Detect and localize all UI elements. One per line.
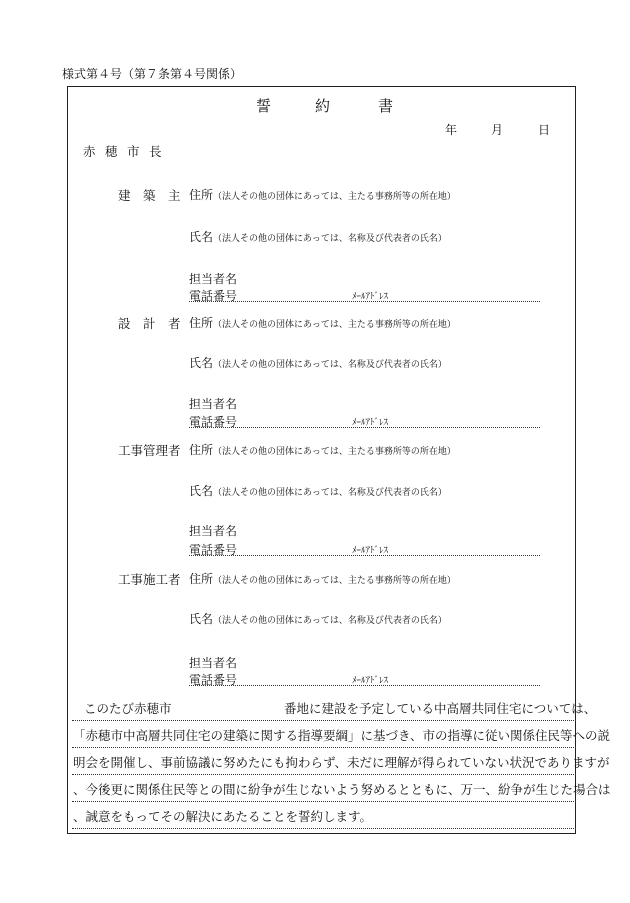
address-note: （法人その他の団体にあっては、主たる事務所等の所在地） <box>213 576 456 586</box>
name-label: 氏名 <box>189 484 214 498</box>
address-line <box>189 441 456 458</box>
contact-person-label: 担当者名 <box>189 397 238 411</box>
tel-label: 電話番号 <box>189 415 238 429</box>
pledge-line2: 「赤穂市中高層共同住宅の建築に関する指導要綱」に基づき、市の指導に従い関係住民等への説 <box>73 728 611 743</box>
name-label: 氏名 <box>189 230 214 244</box>
address-label: 住所 <box>189 443 214 457</box>
contact-person-label: 担当者名 <box>189 524 238 538</box>
address-line <box>189 186 456 203</box>
pledge-line <box>72 750 610 775</box>
contact-line <box>189 413 540 428</box>
party-role: 工事施工者 <box>118 572 181 587</box>
pledge-line1-start: このたび赤穂市 <box>84 701 172 716</box>
addressee-char: 市 <box>127 144 140 159</box>
pledge-line <box>72 777 611 802</box>
mail-label: ﾒｰﾙｱﾄﾞﾚｽ <box>352 418 389 428</box>
contact-line <box>189 671 540 686</box>
pledge-line5: 、誠意をもってその解決にあたることを誓約します。 <box>73 809 373 824</box>
mail-label: ﾒｰﾙｱﾄﾞﾚｽ <box>352 546 389 556</box>
contact-person-label: 担当者名 <box>189 272 238 286</box>
name-label: 氏名 <box>189 612 214 626</box>
tel-label: 電話番号 <box>189 673 238 687</box>
pledge-line3: 明会を開催し、事前協議に努めたにも拘わらず、未だに理解が得られていない状況でありますが <box>73 755 610 770</box>
contact-line <box>189 287 540 302</box>
address-label: 住所 <box>189 572 214 586</box>
pledge-line1-end: 番地に建設を予定している中高層共同住宅については、 <box>284 701 597 716</box>
name-note: （法人その他の団体にあっては、名称及び代表者の氏名） <box>213 360 447 370</box>
party-role: 設 計 者 <box>118 316 181 331</box>
party-role: 建 築 主 <box>118 188 181 203</box>
pledge-line <box>72 696 597 721</box>
contact-line <box>189 541 540 556</box>
name-line <box>189 228 447 245</box>
address-label: 住所 <box>189 188 214 202</box>
title-char-2: 約 <box>315 97 331 115</box>
pledge-line4: 、今後更に関係住民等との間に紛争が生じないよう努めるとともに、万一、紛争が生じた場合は <box>73 782 611 797</box>
name-label: 氏名 <box>189 356 214 370</box>
name-line <box>189 482 447 499</box>
mail-label: ﾒｰﾙｱﾄﾞﾚｽ <box>352 676 389 686</box>
address-note: （法人その他の団体にあっては、主たる事務所等の所在地） <box>213 320 456 330</box>
name-line <box>189 610 447 627</box>
pledge-line <box>72 723 611 748</box>
date-month: 月 <box>491 123 504 137</box>
name-note: （法人その他の団体にあっては、名称及び代表者の氏名） <box>213 234 447 244</box>
addressee-char: 穂 <box>105 144 118 159</box>
date-day: 日 <box>538 123 551 137</box>
addressee-char: 長 <box>149 144 162 159</box>
tel-label: 電話番号 <box>189 543 238 557</box>
contact-person-label: 担当者名 <box>189 656 238 670</box>
pledge-line <box>72 804 576 829</box>
address-line <box>189 314 456 331</box>
title-char-3: 書 <box>378 97 394 115</box>
date-year: 年 <box>445 123 458 137</box>
addressee-char: 赤 <box>83 144 96 159</box>
name-note: （法人その他の団体にあっては、名称及び代表者の氏名） <box>213 488 447 498</box>
form-caption: 様式第４号（第７条第４号関係） <box>62 67 243 81</box>
name-line <box>189 354 447 371</box>
tel-label: 電話番号 <box>189 289 238 303</box>
address-label: 住所 <box>189 316 214 330</box>
mail-label: ﾒｰﾙｱﾄﾞﾚｽ <box>352 292 389 302</box>
address-line <box>189 570 456 587</box>
name-note: （法人その他の団体にあっては、名称及び代表者の氏名） <box>213 616 447 626</box>
party-role: 工事管理者 <box>118 443 181 458</box>
title-char-1: 誓 <box>256 97 272 115</box>
address-note: （法人その他の団体にあっては、主たる事務所等の所在地） <box>213 192 456 202</box>
address-note: （法人その他の団体にあっては、主たる事務所等の所在地） <box>213 447 456 457</box>
